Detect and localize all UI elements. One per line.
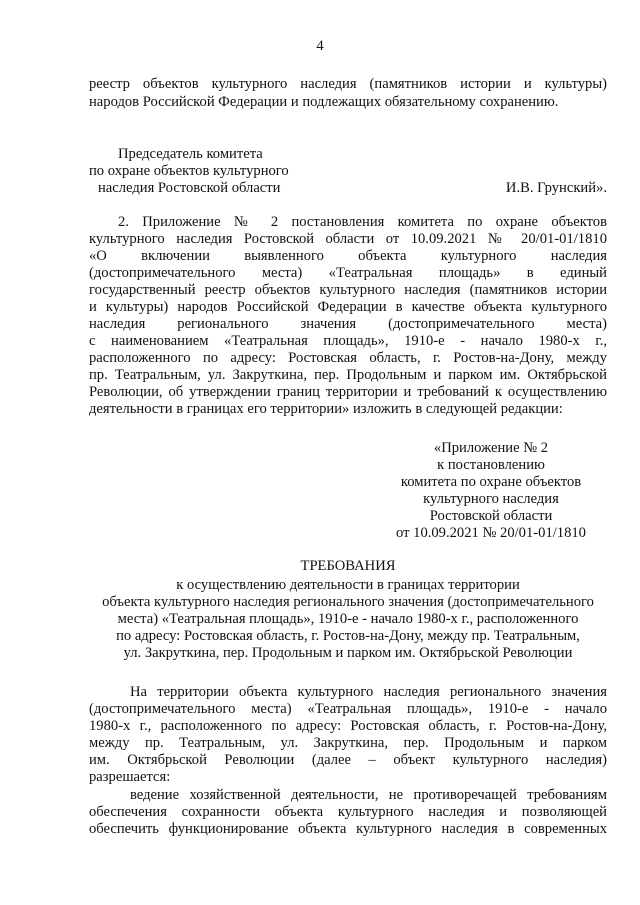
appendix-line: комитета по охране объектов (400, 474, 582, 490)
appendix-line: культурного наследия (423, 491, 559, 507)
item2-line: пр. Театральным, ул. Закруткина, пер. Продольным и парком им. Октябрьской (89, 367, 607, 383)
appendix-line: «Приложение № 2 (433, 440, 549, 456)
item2-line: расположенного по адресу: Ростовская область, г. Ростов-на-Дону, между (89, 350, 607, 366)
body-line: На территории объекта культурного наследия регионального значения (130, 684, 607, 700)
requirements-subtitle: ул. Закруткина, пер. Продольным и парком им. Октябрьской Революции (123, 645, 573, 661)
item2-line: «О включении выявленного объекта культурного наследия (89, 248, 607, 264)
item2-line: государственный реестр объектов культурного наследия (памятников истории (89, 282, 607, 298)
item2-line: культурного наследия Ростовской области от 10.09.2021 № 20/01-01/1810 (89, 231, 607, 247)
requirements-subtitle: по адресу: Ростовская область, г. Ростов-на-Дону, между пр. Театральным, (116, 628, 580, 644)
body-line: 1980-х г., расположенного по адресу: Ростовская область, г. Ростов-на-Дону, (89, 718, 607, 734)
requirements-subtitle: объекта культурного наследия регионального значения (достопримечательного (102, 594, 594, 610)
signature-name: И.В. Грунский». (505, 180, 607, 196)
item2-line: с наименованием «Театральная площадь», 1910-е - начало 1980-х г., (89, 333, 607, 349)
page-number: 4 (316, 38, 324, 54)
body-line: обеспечения сохранности объекта культурного наследия и позволяющей (89, 804, 607, 820)
signature-title: наследия Ростовской области (98, 180, 281, 196)
body-line: обеспечить функционирование объекта культурного наследия в современных (89, 821, 607, 837)
body-line: (достопримечательного места) «Театральная площадь», 1910-е - начало (89, 701, 607, 717)
item2-line: деятельности в границах его территории» изложить в следующей редакции: (89, 401, 563, 417)
item2-line: (достопримечательного места) «Театральная площадь» в единый (89, 265, 607, 281)
signature-title: по охране объектов культурного (89, 163, 289, 179)
intro-line: реестр объектов культурного наследия (памятников истории и культуры) (89, 76, 607, 92)
appendix-line: Ростовской области (429, 508, 553, 524)
appendix-line: к постановлению (437, 457, 545, 473)
item2-line: наследия регионального значения (достопримечательного места) (89, 316, 607, 332)
body-line: ведение хозяйственной деятельности, не противоречащей требованиям (130, 787, 607, 803)
item2-line: и культуры) народов Российской Федерации в качестве объекта культурного (89, 299, 607, 315)
item2-line: 2. Приложение № 2 постановления комитета по охране объектов (118, 214, 607, 230)
body-line: им. Октябрьской Революции (далее – объект культурного наследия) (89, 752, 607, 768)
body-line: между пр. Театральным, ул. Закруткина, пер. Продольным и парком (89, 735, 607, 751)
body-line: разрешается: (89, 769, 171, 785)
requirements-heading: ТРЕБОВАНИЯ (300, 558, 396, 574)
requirements-subtitle: к осуществлению деятельности в границах территории (176, 577, 520, 593)
intro-line: народов Российской Федерации и подлежащих обязательному сохранению. (89, 94, 559, 110)
signature-title: Председатель комитета (118, 146, 263, 162)
appendix-line: от 10.09.2021 № 20/01-01/1810 (396, 525, 586, 541)
requirements-subtitle: места) «Театральная площадь», 1910-е - начало 1980-х г., расположенного (117, 611, 579, 627)
item2-line: Революции, об утверждении границ территории и требований к осуществлению (89, 384, 607, 400)
